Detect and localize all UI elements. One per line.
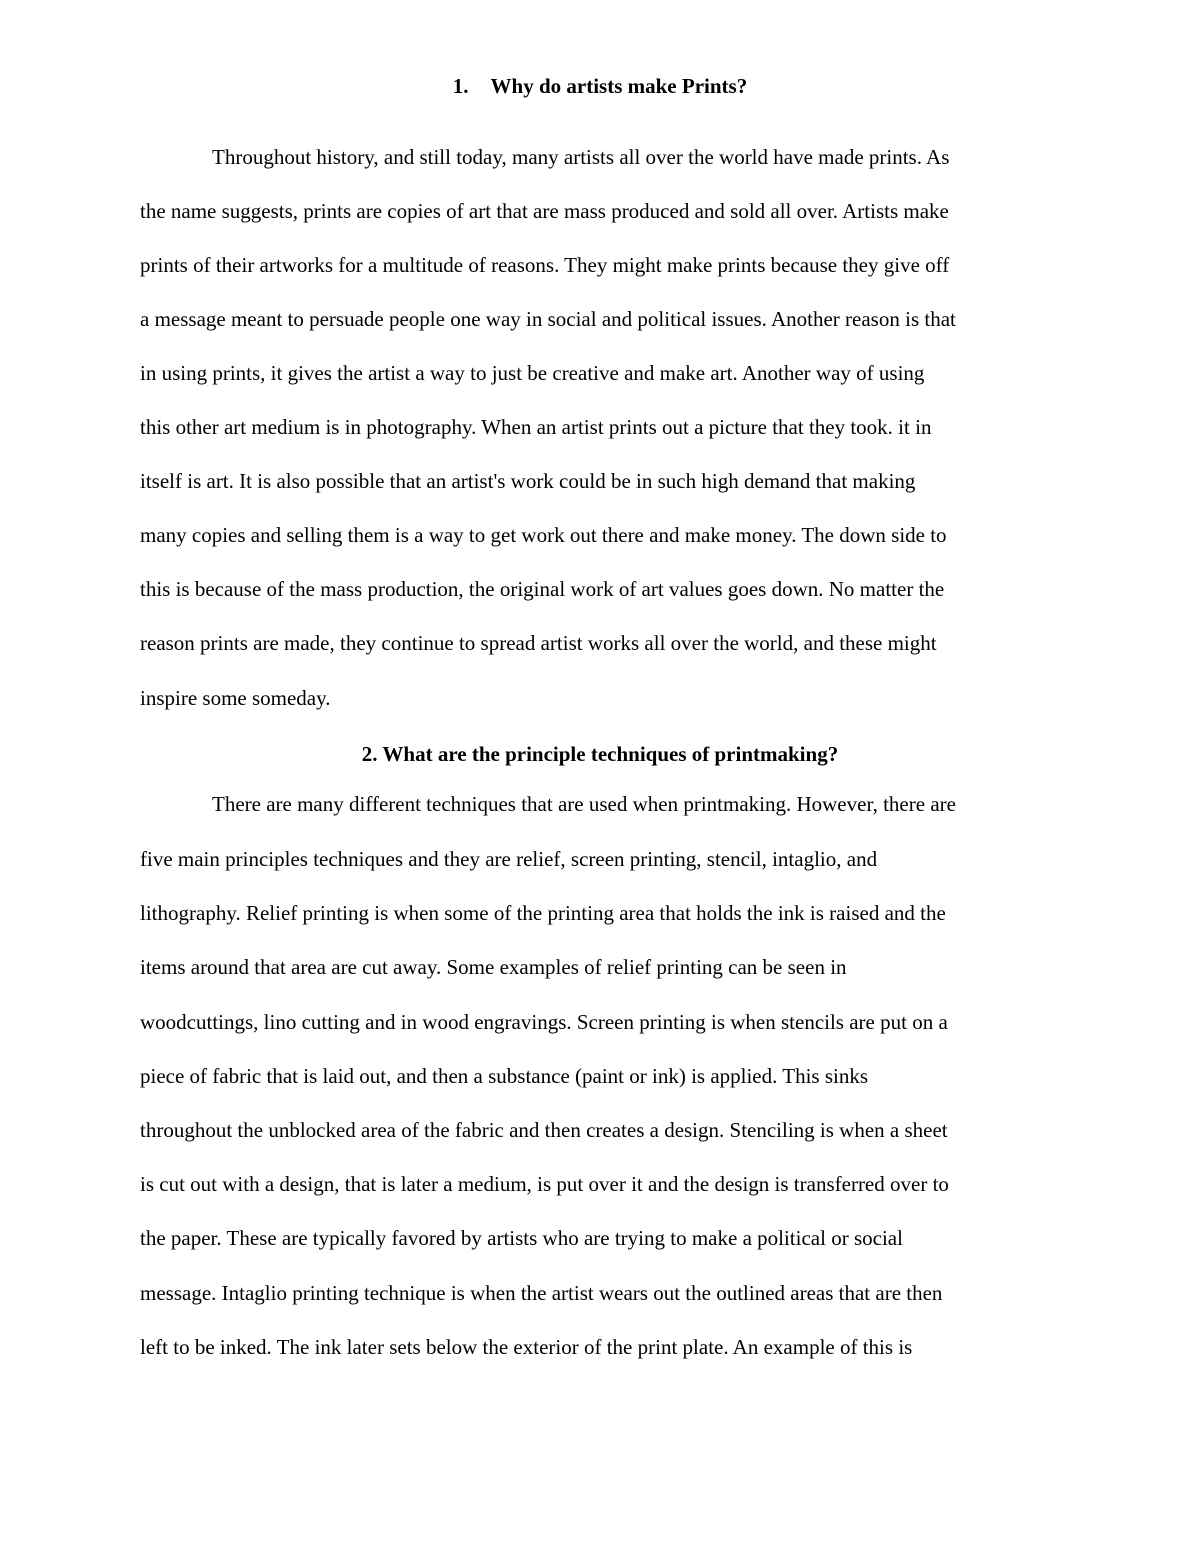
paragraph-line: this other art medium is in photography. When an artist prints out a picture that they took. it in: [140, 415, 932, 439]
paragraph-line: Throughout history, and still today, many artists all over the world have made prints. As: [212, 145, 950, 169]
paragraph-line: There are many different techniques that are used when printmaking. However, there are: [212, 792, 956, 816]
section-2-heading: 2. What are the principle techniques of printmaking?: [361, 742, 839, 766]
paragraph-line: the paper. These are typically favored by artists who are trying to make a political or social: [140, 1226, 903, 1250]
paragraph-line: woodcuttings, lino cutting and in wood engravings. Screen printing is when stencils are put on a: [140, 1010, 948, 1034]
paragraph-line: message. Intaglio printing technique is when the artist wears out the outlined areas that are then: [140, 1281, 943, 1305]
paragraph-line: is cut out with a design, that is later a medium, is put over it and the design is transferred over to: [140, 1172, 949, 1196]
paragraph-line: inspire some someday.: [140, 686, 331, 710]
section-1-number: 1.: [452, 74, 469, 98]
paragraph-line: this is because of the mass production, the original work of art values goes down. No matter the: [140, 577, 945, 601]
paragraph-line: the name suggests, prints are copies of art that are mass produced and sold all over. Artists make: [140, 199, 949, 223]
paragraph-line: five main principles techniques and they are relief, screen printing, stencil, intaglio, and: [140, 847, 878, 871]
section-1-heading: [0, 74, 1200, 98]
paragraph-line: prints of their artworks for a multitude of reasons. They might make prints because they give off: [140, 253, 950, 277]
paragraph-line: in using prints, it gives the artist a way to just be creative and make art. Another way of using: [140, 361, 925, 385]
paragraph-line: many copies and selling them is a way to get work out there and make money. The down side to: [140, 523, 947, 547]
paragraph-line: a message meant to persuade people one way in social and political issues. Another reason is that: [140, 307, 956, 331]
paragraph-line: piece of fabric that is laid out, and then a substance (paint or ink) is applied. This sinks: [140, 1064, 869, 1088]
paragraph-line: itself is art. It is also possible that an artist's work could be in such high demand that making: [140, 469, 916, 493]
paragraph-line: throughout the unblocked area of the fabric and then creates a design. Stenciling is when a sheet: [140, 1118, 948, 1142]
paragraph-line: reason prints are made, they continue to spread artist works all over the world, and these might: [140, 631, 937, 655]
paragraph-line: left to be inked. The ink later sets below the exterior of the print plate. An example of this is: [140, 1335, 913, 1359]
section-1-title: Why do artists make Prints?: [490, 74, 748, 98]
paragraph-line: lithography. Relief printing is when some of the printing area that holds the ink is raised and the: [140, 901, 946, 925]
paragraph-line: items around that area are cut away. Some examples of relief printing can be seen in: [140, 955, 847, 979]
